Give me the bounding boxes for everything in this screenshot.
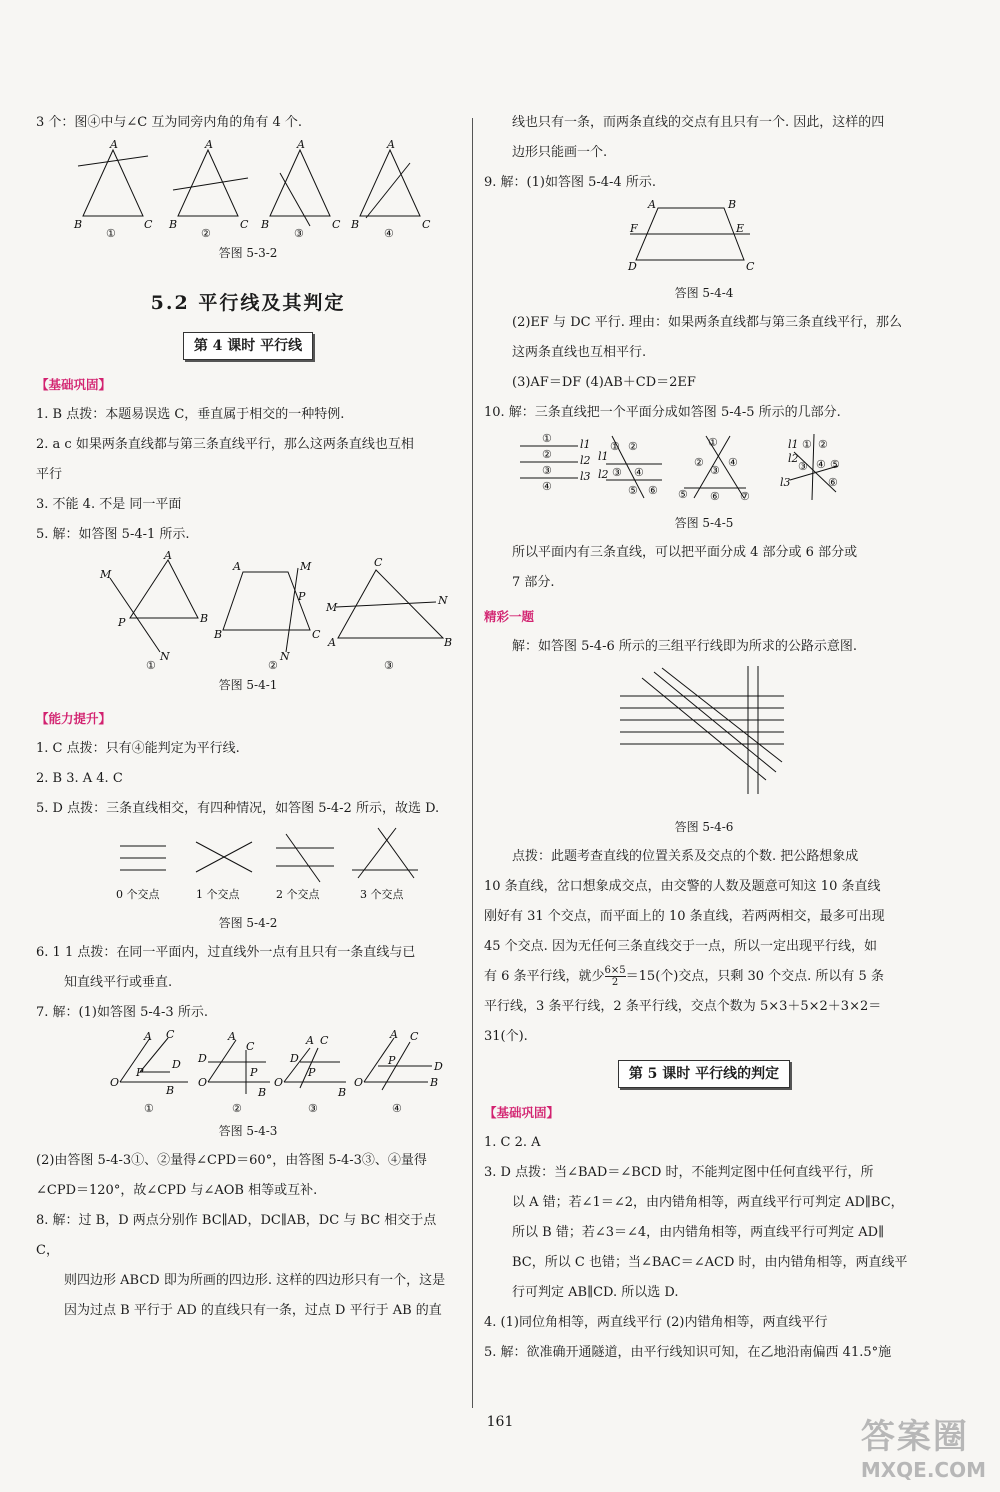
text-fragment: ＝15(个)交点，只剩 30 个交点. 所以有 5 条 <box>625 969 884 984</box>
answer-line: 1. B 点拨：本题易误选 C，垂直属于相交的一种特例. <box>36 407 345 422</box>
answer-line: 则四边形 ABCD 即为所画的四边形. 这样的四边形只有一个，这是 <box>64 1273 446 1288</box>
label-C: C <box>320 1034 329 1047</box>
label-B: B <box>214 628 223 641</box>
label-D: D <box>434 1060 443 1073</box>
label-N: N <box>160 650 170 663</box>
answer-line: (2)EF 与 DC 平行. 理由：如果两条直线都与第三条直线平行，那么 <box>512 315 902 330</box>
answer-line: 10 条直线，岔口想象成交点，由交警的人数及题意可知这 10 条直线 <box>484 879 881 894</box>
right-column <box>484 108 924 1368</box>
region-7: ⑦ <box>740 490 750 503</box>
answer-line: 10. 解：三条直线把一个平面分成如答图 5-4-5 所示的几部分. <box>484 405 841 420</box>
label-P: P <box>250 1066 258 1079</box>
tag-ability: 【能力提升】 <box>36 711 112 726</box>
label-P: P <box>388 1054 396 1067</box>
tag-basic: 【基础巩固】 <box>484 1105 560 1120</box>
answer-line: 4. (1)同位角相等，两直线平行 (2)内错角相等，两直线平行 <box>484 1315 828 1330</box>
label-C: C <box>144 218 153 231</box>
fig-number: ① <box>106 227 116 240</box>
answer-line: 因为过点 B 平行于 AD 的直线只有一条，过点 D 平行于 AB 的直 <box>64 1303 442 1318</box>
answer-line: 9. 解：(1)如答图 5-4-4 所示. <box>484 175 656 190</box>
region-6: ⑥ <box>710 490 720 503</box>
label-A: A <box>205 138 213 151</box>
intersect-label: 1 个交点 <box>196 888 240 901</box>
answer-line: 6. 1 1 点拨：在同一平面内，过直线外一点有且只有一条直线与已 <box>36 945 416 960</box>
fraction <box>605 965 626 988</box>
label-C: C <box>312 628 321 641</box>
answer-line: 2. B 3. A 4. C <box>36 771 123 786</box>
label-A: A <box>297 138 305 151</box>
label-B: B <box>258 1086 267 1099</box>
label-D: D <box>628 260 637 273</box>
label-C: C <box>374 556 383 569</box>
fig-number: ③ <box>294 227 304 240</box>
label-O: O <box>110 1076 120 1089</box>
text-fragment: 有 6 条平行线，就少 <box>484 969 605 984</box>
lesson-title: 第 5 课时 平行线的判定 <box>618 1060 790 1088</box>
answer-line: 点拨：此题考查直线的位置关系及交点的个数. 把公路想象成 <box>512 849 859 864</box>
answer-line: 5. 解：欲准确开通隧道，由平行线知识可知，在乙地沿南偏西 41.5°施 <box>484 1345 892 1360</box>
label-A: A <box>164 549 172 562</box>
region-4: ④ <box>542 480 552 493</box>
label-D: D <box>172 1058 181 1071</box>
lesson-title: 第 4 课时 平行线 <box>183 332 313 360</box>
answer-line: 7. 解：(1)如答图 5-4-3 所示. <box>36 1005 208 1020</box>
label-C: C <box>410 1030 419 1043</box>
watermark-text: 答案圈 <box>860 1417 969 1457</box>
label-A: A <box>233 560 241 573</box>
fig-number: ④ <box>384 227 394 240</box>
fig-number: ④ <box>392 1102 402 1115</box>
label-E: E <box>736 222 745 235</box>
label-N: N <box>438 594 448 607</box>
figure-5-4-2 <box>48 824 448 908</box>
column-divider <box>472 118 473 1408</box>
label-M: M <box>100 568 112 581</box>
left-column <box>36 108 460 1326</box>
answer-line: (2)由答图 5-4-3①、②量得∠CPD＝60°，由答图 5-4-3③、④量得 <box>36 1153 427 1168</box>
answer-line: 平行线，3 条平行线，2 条平行线，交点个数为 5×3＋5×2＋3×2＝ <box>484 999 882 1014</box>
label-C: C <box>746 260 755 273</box>
figure-5-4-1 <box>48 549 453 672</box>
tag-extra: 精彩一题 <box>484 609 535 624</box>
region-1: ① <box>708 436 718 449</box>
region-4: ④ <box>728 456 738 469</box>
label-N: N <box>280 650 290 663</box>
label-D: D <box>290 1052 299 1065</box>
label-A: A <box>648 198 656 211</box>
region-2: ② <box>628 440 638 453</box>
answer-line: 45 个交点. 因为无任何三条直线交于一点，所以一定出现平行线，如 <box>484 939 877 954</box>
page-number: 161 <box>486 1414 514 1430</box>
answer-line: 1. C 2. A <box>484 1135 541 1150</box>
answer-line: ∠CPD＝120°，故∠CPD 与∠AOB 相等或互补. <box>36 1183 318 1198</box>
region-6: ⑥ <box>648 484 658 497</box>
region-1: ① <box>802 438 812 451</box>
answer-line: 刚好有 31 个交点，而平面上的 10 条直线，若两两相交，最多可出现 <box>484 909 885 924</box>
label-B: B <box>74 218 83 231</box>
answer-line: 所以 B 错；若∠3＝∠4，由内错角相等，两直线平行可判定 AD∥ <box>512 1225 885 1240</box>
figure-5-4-6 <box>494 662 914 812</box>
fig-number: ② <box>232 1102 242 1115</box>
region-2: ② <box>542 448 552 461</box>
answer-line: 3 个：图④中与∠C 互为同旁内角的角有 4 个. <box>36 115 303 130</box>
answer-line: 3. D 点拨：当∠BAD＝∠BCD 时，不能判定图中任何直线平行，所 <box>484 1165 874 1180</box>
line-l1: l1 <box>598 450 609 463</box>
line-l3: l3 <box>780 476 791 489</box>
label-P: P <box>118 616 126 629</box>
region-2: ② <box>694 456 704 469</box>
label-C: C <box>332 218 341 231</box>
label-B: B <box>338 1086 347 1099</box>
figure-5-4-4 <box>494 198 914 278</box>
figure-caption: 答图 5-4-4 <box>674 286 734 300</box>
label-C: C <box>246 1040 255 1053</box>
label-F: F <box>630 222 638 235</box>
answer-line: 行可判定 AB∥CD. 所以选 D. <box>512 1285 679 1300</box>
answer-line: 解：如答图 5-4-6 所示的三组平行线即为所求的公路示意图. <box>512 639 857 654</box>
fraction-denominator: 2 <box>611 977 619 988</box>
answer-line: 线也只有一条，而两条直线的交点有且只有一个. 因此，这样的四 <box>512 115 885 130</box>
line-l2: l2 <box>598 468 609 481</box>
figure-caption: 答图 5-4-1 <box>218 678 278 692</box>
section-title: 5.2 平行线及其判定 <box>150 292 346 314</box>
figure-5-4-5 <box>494 428 914 508</box>
label-A: A <box>328 636 336 649</box>
answer-line: (3)AF＝DF (4)AB＋CD＝2EF <box>512 375 696 390</box>
region-3: ③ <box>612 466 622 479</box>
label-P: P <box>308 1066 316 1079</box>
tag-basic: 【基础巩固】 <box>36 377 112 392</box>
fraction-numerator: 6×5 <box>604 965 626 976</box>
label-M: M <box>326 601 338 614</box>
answer-line: BC，所以 C 也错；当∠BAC＝∠ACD 时，由内错角相等，两直线平 <box>512 1255 908 1270</box>
label-A: A <box>228 1030 236 1043</box>
fig-number: ① <box>146 659 156 672</box>
figure-5-3-2 <box>48 138 448 238</box>
answer-line: 3. 不能 4. 不是 同一平面 <box>36 497 182 512</box>
label-B: B <box>200 612 209 625</box>
answer-line: 这两条直线也互相平行. <box>512 345 647 360</box>
line-l2: l2 <box>580 454 591 467</box>
fig-number: ③ <box>384 659 394 672</box>
line-l2: l2 <box>788 452 799 465</box>
fig-number: ② <box>201 227 211 240</box>
label-A: A <box>144 1030 152 1043</box>
label-B: B <box>169 218 178 231</box>
region-5: ⑤ <box>678 488 688 501</box>
fig-number: ② <box>268 659 278 672</box>
label-B: B <box>430 1076 439 1089</box>
answer-line: 31(个). <box>484 1029 528 1044</box>
label-B: B <box>261 218 270 231</box>
figure-caption: 答图 5-3-2 <box>218 246 278 260</box>
intersect-label: 2 个交点 <box>276 888 320 901</box>
label-B: B <box>728 198 737 211</box>
intersect-label: 3 个交点 <box>360 888 404 901</box>
label-O: O <box>198 1076 208 1089</box>
region-3: ③ <box>710 464 720 477</box>
region-1: ① <box>542 432 552 445</box>
label-O: O <box>274 1076 284 1089</box>
fig-number: ① <box>144 1102 154 1115</box>
label-O: O <box>354 1076 364 1089</box>
answer-line: 以 A 错；若∠1＝∠2，由内错角相等，两直线平行可判定 AD∥BC， <box>512 1195 904 1210</box>
answer-line: 5. 解：如答图 5-4-1 所示. <box>36 527 190 542</box>
line-l1: l1 <box>788 438 799 451</box>
label-B: B <box>351 218 360 231</box>
region-6: ⑥ <box>828 476 838 489</box>
region-2: ② <box>818 438 828 451</box>
intersect-label: 0 个交点 <box>116 888 160 901</box>
answer-line: 知直线平行或垂直. <box>64 975 173 990</box>
line-l1: l1 <box>580 438 591 451</box>
label-C: C <box>422 218 431 231</box>
region-3: ③ <box>542 464 552 477</box>
region-4: ④ <box>816 458 826 471</box>
figure-caption: 答图 5-4-5 <box>674 516 734 530</box>
region-5: ⑤ <box>628 484 638 497</box>
answer-line: 平行 <box>36 467 63 482</box>
label-P: P <box>298 590 306 603</box>
label-A: A <box>390 1028 398 1041</box>
label-C: C <box>240 218 249 231</box>
watermark-url: MXQE.COM <box>860 1458 986 1482</box>
label-A: A <box>110 138 118 151</box>
figure-caption: 答图 5-4-2 <box>218 916 278 930</box>
answer-line: 2. a c 如果两条直线都与第三条直线平行，那么这两条直线也互相 <box>36 437 414 452</box>
region-3: ③ <box>798 460 808 473</box>
figure-5-4-3 <box>48 1028 448 1116</box>
line-l3: l3 <box>580 470 591 483</box>
answer-line: 7 部分. <box>512 575 555 590</box>
label-C: C <box>166 1028 175 1041</box>
figure-caption: 答图 5-4-6 <box>674 820 734 834</box>
label-M: M <box>300 560 312 573</box>
label-B: B <box>166 1084 175 1097</box>
answer-line: 1. C 点拨：只有④能判定为平行线. <box>36 741 240 756</box>
label-D: D <box>198 1052 207 1065</box>
watermark-logo <box>861 1409 986 1482</box>
fig-number: ③ <box>308 1102 318 1115</box>
answer-line: 5. D 点拨：三条直线相交，有四种情况，如答图 5-4-2 所示，故选 D. <box>36 801 440 816</box>
answer-line <box>484 962 924 992</box>
label-A: A <box>306 1034 314 1047</box>
label-A: A <box>387 138 395 151</box>
label-B: B <box>444 636 453 649</box>
answer-line: 8. 解：过 B，D 两点分别作 BC∥AD，DC∥AB，DC 与 BC 相交于点 C， <box>36 1213 437 1258</box>
answer-line: 所以平面内有三条直线，可以把平面分成 4 部分或 6 部分或 <box>512 545 858 560</box>
label-P: P <box>136 1066 144 1079</box>
region-5: ⑤ <box>830 458 840 471</box>
answer-line: 边形只能画一个. <box>512 145 608 160</box>
region-4: ④ <box>634 466 644 479</box>
region-1: ① <box>610 440 620 453</box>
figure-caption: 答图 5-4-3 <box>218 1124 278 1138</box>
